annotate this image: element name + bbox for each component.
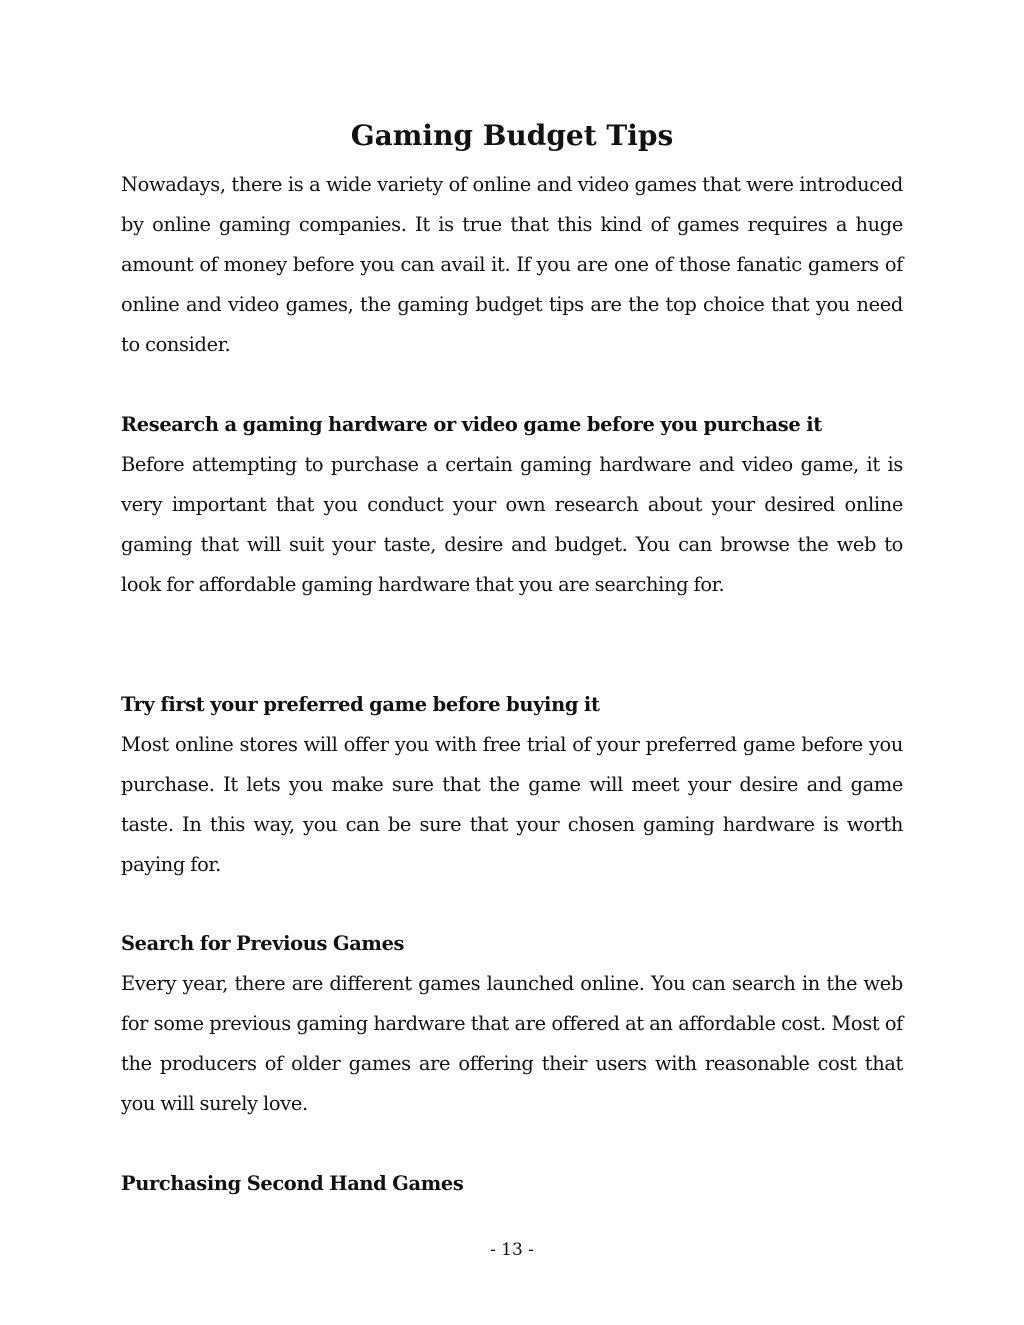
page-number: - 13 - xyxy=(490,1240,534,1260)
page-title: Gaming Budget Tips xyxy=(350,119,674,152)
section-paragraph: Every year, there are different games launched online. You can search in the web for some previous gaming hardware that are offered at an affordable cost. Most of the producers of older games are offering their users with reasonable cost that you will surely love. xyxy=(121,972,903,1115)
section-heading: Try first your preferred game before buying it xyxy=(121,693,600,716)
section-previous-games xyxy=(121,924,903,1124)
intro-paragraph: Nowadays, there is a wide variety of online and video games that were introduced by online gaming companies. It is true that this kind of games requires a huge amount of money before you can avail it. If you are one of those fanatic gamers of online and video games, the gaming budget tips are the top choice that you need to consider. xyxy=(121,173,903,356)
section-second-hand xyxy=(121,1164,903,1204)
section-heading: Purchasing Second Hand Games xyxy=(121,1172,464,1195)
section-heading: Search for Previous Games xyxy=(121,932,405,955)
section-paragraph: Most online stores will offer you with free trial of your preferred game before you purchase. It lets you make sure that the game will meet your desire and game taste. In this way, you can be sure that your chosen gaming hardware is worth paying for. xyxy=(121,733,903,876)
section-heading: Research a gaming hardware or video game before you purchase it xyxy=(121,413,822,436)
intro-section xyxy=(121,165,903,365)
section-try-first xyxy=(121,685,903,885)
section-paragraph: Before attempting to purchase a certain gaming hardware and video game, it is very important that you conduct your own research about your desired online gaming that will suit your taste, desire and budget. You can browse the web to look for affordable gaming hardware that you are searching for. xyxy=(121,453,903,596)
section-research xyxy=(121,405,903,605)
